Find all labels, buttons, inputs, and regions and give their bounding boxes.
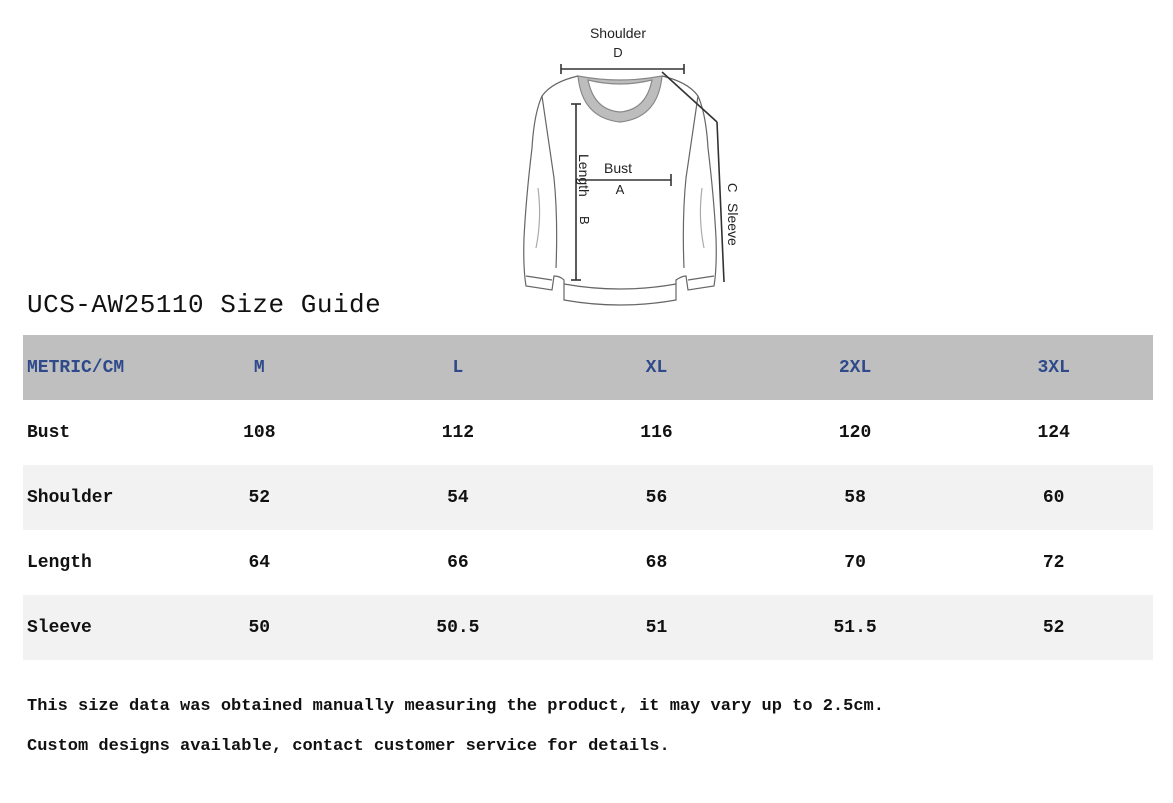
length-letter: B [577, 216, 592, 225]
table-row-length [23, 530, 1153, 595]
table-cell: 58 [844, 487, 866, 508]
bust-label: Bust [603, 160, 633, 176]
length-label: Length [576, 154, 592, 197]
sleeve-letter: C [725, 183, 740, 193]
table-cell: 116 [640, 422, 673, 443]
sleeve-measure-line-lower [717, 122, 724, 282]
table-cell: 51 [645, 617, 668, 638]
table-cell: 52 [248, 487, 271, 508]
table-cell: 70 [844, 552, 866, 573]
table-cell: 120 [838, 422, 872, 443]
size-guide-title: UCS-AW25110 Size Guide [27, 290, 382, 320]
sweatshirt-measurement-diagram [480, 18, 780, 318]
table-cell: 68 [645, 552, 668, 573]
sleeve-label: Sleeve [725, 203, 741, 246]
table-row-shoulder [23, 465, 1153, 530]
table-cell: 56 [645, 487, 668, 508]
header-metric: METRIC/CM [27, 357, 125, 378]
header-size-m: M [253, 357, 265, 378]
table-cell: 66 [447, 552, 469, 573]
header-size-l: L [452, 357, 464, 378]
header-size-xl: XL [645, 357, 668, 378]
row-label: Sleeve [27, 617, 92, 638]
size-table [23, 335, 1153, 660]
size-table-header-row [23, 335, 1153, 400]
shoulder-label: Shoulder [589, 25, 647, 41]
custom-design-note: Custom designs available, contact customer service for details. [27, 737, 670, 756]
shoulder-letter: D [613, 45, 623, 60]
sweatshirt-svg [480, 18, 780, 318]
table-cell: 54 [447, 487, 469, 508]
table-cell: 124 [1037, 422, 1070, 443]
row-label: Bust [27, 422, 71, 443]
table-cell: 51.5 [833, 617, 877, 638]
table-cell: 72 [1042, 552, 1065, 573]
measurement-note: This size data was obtained manually measuring the product, it may vary up to 2.5cm. [27, 697, 884, 716]
table-cell: 50.5 [436, 617, 480, 638]
header-size-3xl: 3XL [1037, 357, 1070, 378]
table-cell: 112 [441, 422, 475, 443]
table-cell: 50 [248, 617, 271, 638]
table-cell: 52 [1042, 617, 1065, 638]
table-row-bust [23, 400, 1153, 465]
row-label: Shoulder [27, 487, 114, 508]
sleeve-measure-line-upper [662, 72, 717, 122]
header-size-2xl: 2XL [838, 357, 872, 378]
row-label: Length [27, 552, 92, 573]
table-cell: 108 [243, 422, 276, 443]
bust-letter: A [615, 182, 625, 197]
table-row-sleeve [23, 595, 1153, 660]
table-cell: 64 [248, 552, 271, 573]
table-cell: 60 [1042, 487, 1065, 508]
